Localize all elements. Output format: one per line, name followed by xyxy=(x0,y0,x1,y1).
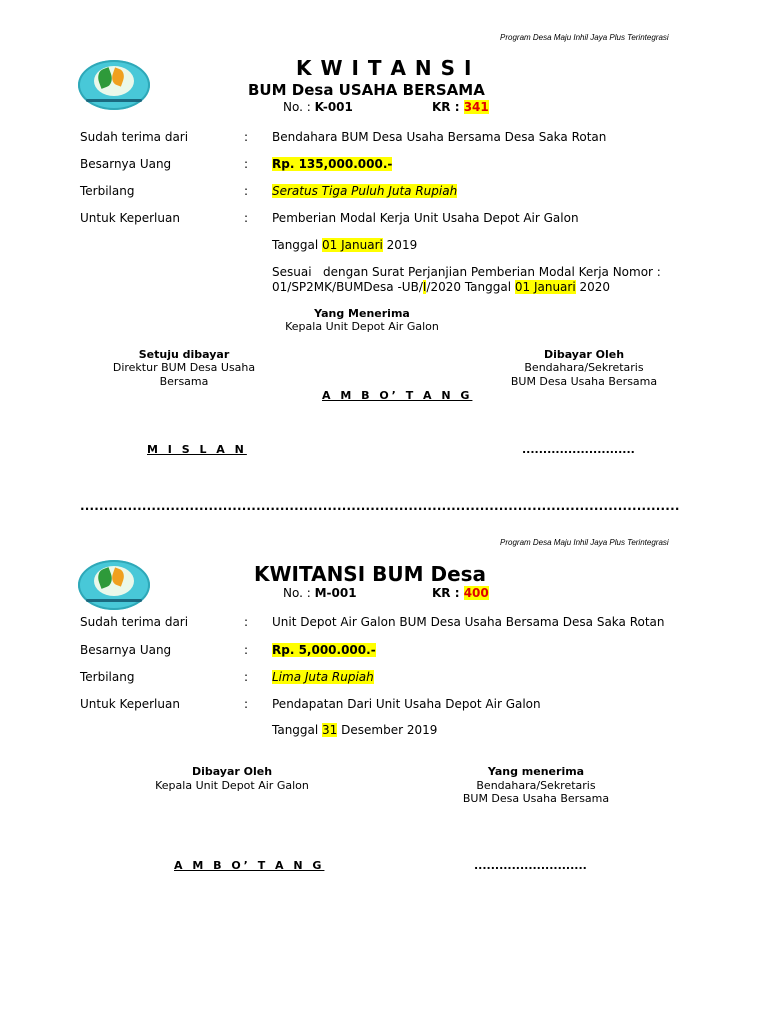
tagline: Program Desa Maju Inhil Jaya Plus Terintegrasi xyxy=(500,538,669,547)
row-label: Besarnya Uang xyxy=(80,157,172,171)
amount-words: Seratus Tiga Puluh Juta Rupiah xyxy=(272,184,458,198)
agreement-line-2: 01/SP2MK/BUMDesa -UB/I/2020 Tanggal 01 Januari 2020 xyxy=(272,280,611,294)
receiver-title: Yang menerima xyxy=(487,765,585,778)
row-value: Bendahara BUM Desa Usaha Bersama Desa Saka Rotan xyxy=(272,130,607,144)
payer-name: A M B O’ T A N G xyxy=(174,859,325,872)
receiver-name: A M B O’ T A N G xyxy=(322,389,473,402)
row-label: Sudah terima dari xyxy=(80,615,189,629)
receiver-role: Bendahara/Sekretaris xyxy=(476,779,596,792)
row-colon: : xyxy=(244,697,249,711)
row-label: Untuk Keperluan xyxy=(80,211,180,225)
amount-value: Rp. 135,000.000.- xyxy=(272,157,393,171)
row-colon: : xyxy=(244,615,249,629)
payer-role: Kepala Unit Depot Air Galon xyxy=(155,779,309,792)
cut-separator: .............................................................................................................................. xyxy=(80,499,680,513)
approver-role: Direktur BUM Desa Usaha xyxy=(112,361,256,374)
payer-signature-line: ........................... xyxy=(522,443,635,456)
bumdes-logo xyxy=(78,560,150,610)
receiver-signature-line: ........................... xyxy=(474,859,587,872)
row-colon: : xyxy=(244,211,249,225)
receiver-title: Yang Menerima xyxy=(314,307,410,320)
row-colon: : xyxy=(244,184,249,198)
tagline: Program Desa Maju Inhil Jaya Plus Terintegrasi xyxy=(500,33,669,42)
row-colon: : xyxy=(244,643,249,657)
amount-value: Rp. 5,000.000.- xyxy=(272,643,376,657)
row-label: Terbilang xyxy=(80,184,135,198)
date-line: Tanggal 31 Desember 2019 xyxy=(272,723,438,737)
bumdes-logo xyxy=(78,60,150,110)
row-label: Terbilang xyxy=(80,670,135,684)
row-label: Untuk Keperluan xyxy=(80,697,180,711)
payer-role: Bendahara/Sekretaris xyxy=(524,361,644,374)
payer-title: Dibayar Oleh xyxy=(191,765,273,778)
receipt-subtitle: BUM Desa USAHA BERSAMA xyxy=(248,81,485,99)
date-line: Tanggal 01 Januari 2019 xyxy=(272,238,418,252)
approver-role: Bersama xyxy=(159,375,209,388)
receipt-number: No. : K-001 xyxy=(283,100,353,114)
row-colon: : xyxy=(244,157,249,171)
agreement-line-1: Sesuai dengan Surat Perjanjian Pemberian Modal Kerja Nomor : xyxy=(272,265,661,279)
receipt-number: No. : M-001 xyxy=(283,586,357,600)
receipt-title: K W I T A N S I xyxy=(296,56,473,80)
row-value: Pendapatan Dari Unit Usaha Depot Air Galon xyxy=(272,697,541,711)
receiver-role: Kepala Unit Depot Air Galon xyxy=(285,320,439,333)
kr-number: KR : 341 xyxy=(432,100,489,114)
kr-number: KR : 400 xyxy=(432,586,489,600)
receipt-title: KWITANSI BUM Desa xyxy=(254,562,487,586)
approver-title: Setuju dibayar xyxy=(138,348,230,361)
row-label: Besarnya Uang xyxy=(80,643,172,657)
row-colon: : xyxy=(244,130,249,144)
payer-title: Dibayar Oleh xyxy=(543,348,625,361)
row-value: Pemberian Modal Kerja Unit Usaha Depot Air Galon xyxy=(272,211,579,225)
row-colon: : xyxy=(244,670,249,684)
payer-role: BUM Desa Usaha Bersama xyxy=(510,375,658,388)
row-value: Unit Depot Air Galon BUM Desa Usaha Bersama Desa Saka Rotan xyxy=(272,615,665,629)
receiver-role: BUM Desa Usaha Bersama xyxy=(462,792,610,805)
amount-words: Lima Juta Rupiah xyxy=(272,670,374,684)
approver-name: M I S L A N xyxy=(147,443,247,456)
row-label: Sudah terima dari xyxy=(80,130,189,144)
